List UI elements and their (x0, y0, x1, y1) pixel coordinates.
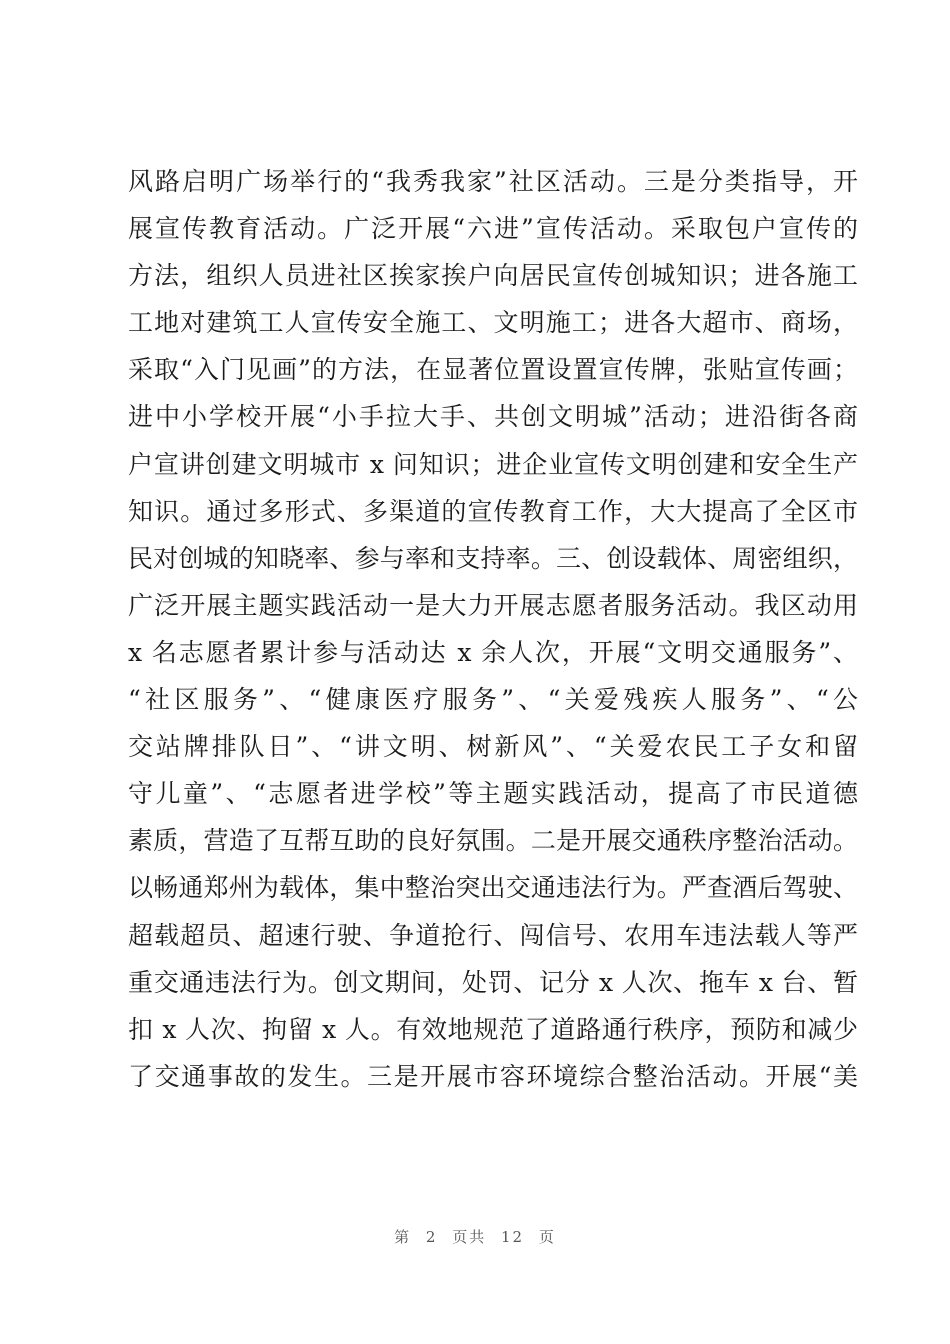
text-line: 广泛开展主题实践活动一是大力开展志愿者服务活动。我区动用 (128, 590, 858, 620)
text-line: 守儿童”、“志愿者进学校”等主题实践活动，提高了市民道德 (128, 779, 858, 809)
text-line: 户宣讲创建文明城市 x 问知识；进企业宣传文明创建和安全生产 (128, 449, 858, 479)
page-number: 第 2 页共 12 页 (394, 1228, 556, 1246)
text-line: 素质，营造了互帮互助的良好氛围。二是开展交通秩序整治活动。 (128, 826, 858, 856)
text-line: 展宣传教育活动。广泛开展“六进”宣传活动。采取包户宣传的 (128, 214, 858, 244)
text-line: 超载超员、超速行驶、争道抢行、闯信号、农用车违法载人等严 (128, 920, 858, 950)
text-line: 进中小学校开展“小手拉大手、共创文明城”活动；进沿街各商 (128, 402, 858, 432)
text-line: “社区服务”、“健康医疗服务”、“关爱残疾人服务”、“公 (128, 685, 858, 715)
page-footer (0, 1226, 950, 1247)
text-line: x 名志愿者累计参与活动达 x 余人次，开展“文明交通服务”、 (128, 637, 858, 667)
text-line: 扣 x 人次、拘留 x 人。有效地规范了道路通行秩序，预防和减少 (128, 1014, 858, 1044)
text-line: 以畅通郑州为载体，集中整治突出交通违法行为。严查酒后驾驶、 (128, 873, 858, 903)
text-line: 了交通事故的发生。三是开展市容环境综合整治活动。开展“美 (128, 1061, 858, 1091)
text-line: 采取“入门见画”的方法，在显著位置设置宣传牌，张贴宣传画； (128, 355, 858, 385)
text-line: 工地对建筑工人宣传安全施工、文明施工；进各大超市、商场， (128, 308, 858, 338)
text-line: 风路启明广场举行的“我秀我家”社区活动。三是分类指导，开 (128, 167, 858, 196)
text-line: 知识。通过多形式、多渠道的宣传教育工作，大大提高了全区市 (128, 496, 858, 526)
body-text (128, 158, 858, 1100)
text-line: 民对创城的知晓率、参与率和支持率。三、创设载体、周密组织， (128, 543, 858, 573)
text-line: 方法，组织人员进社区挨家挨户向居民宣传创城知识；进各施工 (128, 261, 858, 291)
text-line: 交站牌排队日”、“讲文明、树新风”、“关爱农民工子女和留 (128, 732, 858, 762)
text-line: 重交通违法行为。创文期间，处罚、记分 x 人次、拖车 x 台、暂 (128, 967, 858, 997)
